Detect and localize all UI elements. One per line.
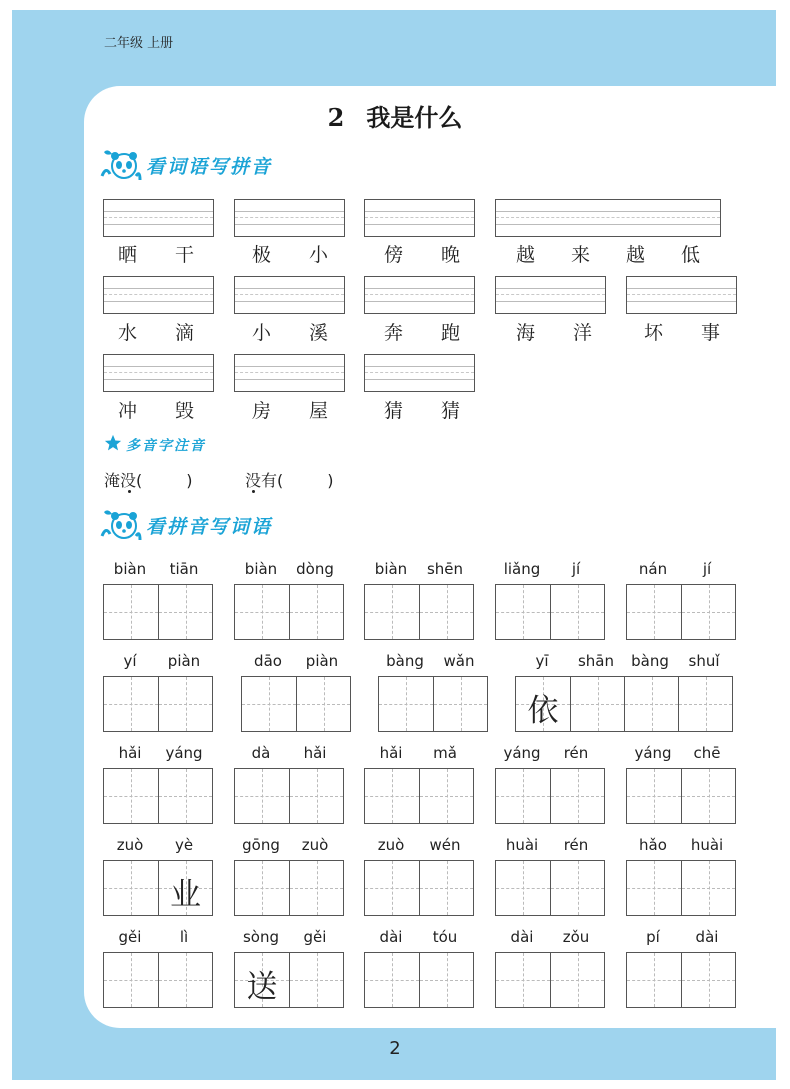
pinyin-syllable: bàng: [386, 652, 424, 670]
writing-cell[interactable]: [158, 585, 212, 639]
pinyin-prompt: [103, 744, 211, 762]
word: 极 小: [252, 244, 328, 266]
written-character: 业: [170, 877, 201, 913]
pinyin-prompt: [103, 836, 211, 854]
panda-icon: [100, 506, 142, 544]
pinyin-syllable: gěi: [303, 928, 327, 946]
polyphone-item: 淹没( ): [104, 468, 193, 491]
pinyin-syllable: sòng: [242, 928, 280, 946]
writing-cell[interactable]: [681, 953, 735, 1007]
pinyin-syllable: nán: [638, 560, 668, 578]
word: 冲 毁: [118, 400, 194, 422]
pinyin-syllable: shān: [577, 652, 615, 670]
writing-grid[interactable]: [103, 952, 213, 1008]
pinyin-syllable: dà: [251, 744, 271, 762]
writing-cell[interactable]: [624, 677, 678, 731]
writing-cell[interactable]: [104, 769, 158, 823]
pinyin-prompt: [495, 560, 603, 578]
writing-cell[interactable]: [678, 677, 732, 731]
writing-cell[interactable]: [550, 769, 604, 823]
word: 房 屋: [252, 400, 328, 422]
writing-grid[interactable]: [234, 584, 344, 640]
pinyin-prompt: [626, 928, 734, 946]
pinyin-box[interactable]: [103, 354, 214, 392]
pinyin-prompt: [495, 836, 603, 854]
word: 水 滴: [118, 322, 194, 344]
pinyin-prompt: [364, 928, 472, 946]
word: 越 来 越 低: [516, 244, 700, 266]
writing-cell[interactable]: [289, 861, 343, 915]
writing-cell[interactable]: [627, 769, 681, 823]
writing-grid[interactable]: [234, 860, 344, 916]
pinyin-prompt: [626, 836, 734, 854]
writing-cell[interactable]: [289, 585, 343, 639]
page-number: 2: [389, 1038, 401, 1059]
writing-grid[interactable]: [234, 768, 344, 824]
writing-cell[interactable]: [296, 677, 350, 731]
polyphone-item: 没有( ): [245, 468, 334, 491]
pinyin-box[interactable]: [234, 199, 345, 237]
writing-grid[interactable]: [103, 860, 213, 916]
writing-cell[interactable]: [365, 953, 419, 1007]
section-header-look-words: [100, 146, 272, 184]
writing-cell[interactable]: [627, 861, 681, 915]
writing-cell[interactable]: [627, 585, 681, 639]
writing-cell[interactable]: [104, 677, 158, 731]
writing-cell[interactable]: [235, 861, 289, 915]
pinyin-prompt: [626, 560, 734, 578]
writing-cell[interactable]: [379, 677, 433, 731]
pinyin-syllable: lì: [179, 928, 189, 946]
pinyin-syllable: hǎo: [639, 836, 667, 854]
writing-grid[interactable]: [495, 768, 605, 824]
writing-grid[interactable]: [626, 584, 736, 640]
writing-cell[interactable]: [419, 861, 473, 915]
writing-cell[interactable]: [235, 953, 289, 1007]
pinyin-syllable: huài: [690, 836, 724, 854]
writing-cell[interactable]: [550, 953, 604, 1007]
pinyin-syllable: wén: [429, 836, 461, 854]
pinyin-prompt: [364, 560, 472, 578]
pinyin-prompt: [364, 836, 472, 854]
pinyin-syllable: piàn: [167, 652, 201, 670]
pinyin-syllable: shuǐ: [688, 652, 720, 670]
written-character: 送: [246, 969, 278, 1005]
pinyin-syllable: rén: [563, 744, 589, 762]
pinyin-syllable: zuò: [301, 836, 329, 854]
pinyin-box[interactable]: [234, 354, 345, 392]
writing-cell[interactable]: [550, 861, 604, 915]
pinyin-prompt: [234, 928, 342, 946]
pinyin-syllable: hǎi: [303, 744, 327, 762]
writing-grid[interactable]: [626, 952, 736, 1008]
pinyin-syllable: dài: [695, 928, 719, 946]
word: 小 溪: [252, 322, 328, 344]
pinyin-syllable: zuò: [116, 836, 144, 854]
pinyin-prompt: [495, 744, 603, 762]
pinyin-syllable: dài: [510, 928, 534, 946]
pinyin-prompt: [241, 652, 349, 670]
writing-grid[interactable]: [378, 676, 488, 732]
pinyin-box[interactable]: [364, 354, 475, 392]
pinyin-syllable: pí: [646, 928, 660, 946]
pinyin-syllable: yī: [535, 652, 549, 670]
pinyin-syllable: hǎi: [118, 744, 142, 762]
pinyin-syllable: tóu: [432, 928, 458, 946]
pinyin-syllable: tiān: [169, 560, 199, 578]
pinyin-box[interactable]: [626, 276, 737, 314]
writing-cell[interactable]: [235, 585, 289, 639]
pinyin-box[interactable]: [364, 276, 475, 314]
writing-cell[interactable]: [158, 769, 212, 823]
pinyin-syllable: dòng: [296, 560, 334, 578]
pinyin-syllable: liǎng: [503, 560, 541, 578]
writing-cell[interactable]: [365, 585, 419, 639]
writing-cell[interactable]: [433, 677, 487, 731]
pinyin-syllable: jí: [571, 560, 581, 578]
pinyin-syllable: biàn: [244, 560, 278, 578]
writing-cell[interactable]: [365, 861, 419, 915]
writing-cell[interactable]: [419, 953, 473, 1007]
panda-icon: [100, 146, 142, 184]
pinyin-box[interactable]: [234, 276, 345, 314]
writing-cell[interactable]: [681, 769, 735, 823]
section-label: 看拼音写词语: [146, 515, 273, 538]
lesson-name: 我是什么: [366, 103, 463, 132]
pinyin-syllable: rén: [563, 836, 589, 854]
word: 猜 猜: [384, 400, 460, 422]
pinyin-syllable: dāo: [254, 652, 282, 670]
pinyin-prompt: [103, 652, 211, 670]
star-icon: [104, 434, 122, 456]
writing-cell[interactable]: [158, 861, 212, 915]
pinyin-syllable: biàn: [113, 560, 147, 578]
lesson-title: [0, 98, 790, 133]
writing-cell[interactable]: [496, 953, 550, 1007]
writing-cell[interactable]: [496, 861, 550, 915]
word: 奔 跑: [384, 322, 460, 344]
pinyin-syllable: gěi: [118, 928, 142, 946]
writing-cell[interactable]: [681, 585, 735, 639]
writing-grid[interactable]: [495, 860, 605, 916]
pinyin-box[interactable]: [103, 276, 214, 314]
pinyin-syllable: yí: [123, 652, 137, 670]
writing-cell[interactable]: [627, 953, 681, 1007]
writing-grid[interactable]: [103, 676, 213, 732]
section-header-polyphone: [104, 434, 206, 456]
word: 晒 干: [118, 244, 194, 266]
writing-cell[interactable]: [158, 953, 212, 1007]
pinyin-syllable: biàn: [374, 560, 408, 578]
writing-cell[interactable]: [242, 677, 296, 731]
writing-grid[interactable]: [495, 584, 605, 640]
pinyin-syllable: dài: [379, 928, 403, 946]
writing-cell[interactable]: [104, 953, 158, 1007]
pinyin-syllable: yáng: [165, 744, 203, 762]
writing-cell[interactable]: [235, 769, 289, 823]
section-header-write-words: [100, 506, 272, 544]
writing-grid[interactable]: [364, 952, 474, 1008]
word: 坏 事: [644, 322, 720, 344]
pinyin-syllable: wǎn: [443, 652, 475, 670]
pinyin-prompt: [234, 744, 342, 762]
pinyin-syllable: chē: [693, 744, 721, 762]
written-character: 依: [527, 693, 559, 729]
writing-cell[interactable]: [365, 769, 419, 823]
pinyin-prompt: [234, 836, 342, 854]
lesson-number: 2: [327, 103, 345, 132]
pinyin-syllable: yè: [174, 836, 194, 854]
pinyin-syllable: huài: [505, 836, 539, 854]
writing-cell[interactable]: [496, 769, 550, 823]
pinyin-prompt: [364, 744, 472, 762]
writing-grid[interactable]: [626, 768, 736, 824]
writing-cell[interactable]: [104, 585, 158, 639]
pinyin-syllable: bàng: [631, 652, 669, 670]
writing-grid[interactable]: [364, 768, 474, 824]
grade-label: 二年级 上册: [104, 36, 174, 51]
word: 傍 晚: [384, 244, 460, 266]
pinyin-syllable: shēn: [426, 560, 464, 578]
pinyin-prompt: [103, 928, 211, 946]
pinyin-box[interactable]: [495, 276, 606, 314]
pinyin-prompt: [515, 652, 731, 670]
pinyin-syllable: yáng: [634, 744, 672, 762]
pinyin-prompt: [495, 928, 603, 946]
writing-grid[interactable]: [626, 860, 736, 916]
pinyin-syllable: hǎi: [379, 744, 403, 762]
writing-cell[interactable]: [158, 677, 212, 731]
writing-grid[interactable]: [234, 952, 344, 1008]
writing-cell[interactable]: [419, 585, 473, 639]
word: 海 洋: [516, 322, 592, 344]
section-label: 多音字注音: [126, 438, 206, 454]
pinyin-syllable: piàn: [305, 652, 339, 670]
writing-cell[interactable]: [289, 953, 343, 1007]
writing-cell[interactable]: [496, 585, 550, 639]
pinyin-prompt: [234, 560, 342, 578]
pinyin-prompt: [626, 744, 734, 762]
writing-cell[interactable]: [570, 677, 624, 731]
writing-grid[interactable]: [515, 676, 733, 732]
pinyin-box[interactable]: [103, 199, 214, 237]
writing-cell[interactable]: [550, 585, 604, 639]
pinyin-syllable: zuò: [377, 836, 405, 854]
writing-cell[interactable]: [419, 769, 473, 823]
pinyin-box[interactable]: [495, 199, 721, 237]
pinyin-prompt: [103, 560, 211, 578]
writing-grid[interactable]: [364, 860, 474, 916]
section-label: 看词语写拼音: [146, 155, 273, 178]
writing-cell[interactable]: [104, 861, 158, 915]
pinyin-syllable: zǒu: [562, 928, 590, 946]
pinyin-syllable: jí: [702, 560, 712, 578]
writing-cell[interactable]: [289, 769, 343, 823]
pinyin-syllable: gōng: [242, 836, 280, 854]
writing-cell[interactable]: [516, 677, 570, 731]
writing-grid[interactable]: [241, 676, 351, 732]
pinyin-prompt: [378, 652, 486, 670]
writing-grid[interactable]: [103, 768, 213, 824]
writing-grid[interactable]: [103, 584, 213, 640]
pinyin-box[interactable]: [364, 199, 475, 237]
writing-grid[interactable]: [364, 584, 474, 640]
writing-cell[interactable]: [681, 861, 735, 915]
writing-grid[interactable]: [495, 952, 605, 1008]
pinyin-syllable: mǎ: [433, 744, 457, 762]
pinyin-syllable: yáng: [503, 744, 541, 762]
